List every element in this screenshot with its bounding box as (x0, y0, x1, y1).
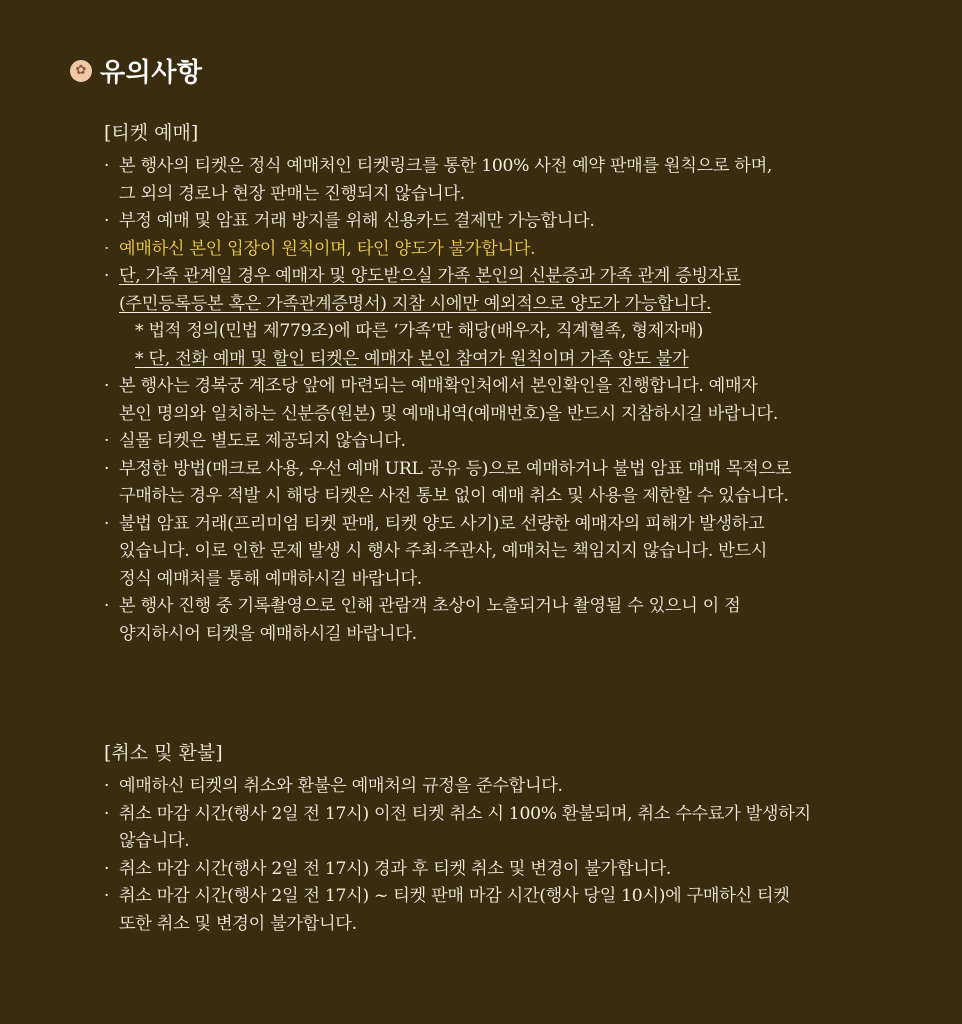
bullet: · (104, 238, 110, 259)
list-item (104, 153, 904, 208)
item-line: 본인 명의와 일치하는 신분증(원본) 및 예매내역(예매번호)을 반드시 지참하시길 바랍니다. (119, 403, 779, 424)
sub-note-text: 단, 전화 예매 및 할인 티켓은 예매자 본인 참여가 원칙이며 가족 양도 불가 (148, 348, 689, 369)
title-row (70, 52, 202, 89)
star-mark: * (135, 348, 144, 369)
item-line: 구매하는 경우 적발 시 해당 티켓은 사전 통보 없이 예매 취소 및 사용을 제한할 수 있습니다. (119, 486, 789, 506)
item-line: 단, 가족 관계일 경우 예매자 및 양도받으실 가족 본인의 신분증과 가족 관계 증빙자료 (119, 266, 741, 286)
bullet: · (104, 596, 110, 616)
list-item (104, 456, 904, 511)
item-line: 부정 예매 및 암표 거래 방지를 위해 신용카드 결제만 가능합니다. (119, 211, 595, 231)
list-item (104, 856, 904, 884)
bullet: · (104, 266, 110, 286)
item-line: 실물 티켓은 별도로 제공되지 않습니다. (119, 431, 406, 451)
list-item-highlight (104, 236, 904, 264)
item-line: 불법 암표 거래(프리미엄 티켓 판매, 티켓 양도 사기)로 선량한 예매자의 피해가 발생하고 (119, 513, 765, 534)
item-line: 취소 마감 시간(행사 2일 전 17시) 이전 티켓 취소 시 100% 환불되며, 취소 수수료가 발생하지 (119, 803, 811, 824)
page-title: 유의사항 (100, 58, 203, 88)
item-line: 부정한 방법(매크로 사용, 우선 예매 URL 공유 등)으로 예매하거나 불법 암표 매매 목적으로 (119, 458, 792, 479)
item-line: 본 행사는 경복궁 계조당 앞에 마련되는 예매확인처에서 본인확인을 진행합니다. 예매자 (119, 376, 758, 396)
list-item-underlined (104, 263, 904, 318)
item-line: 그 외의 경로나 현장 판매는 진행되지 않습니다. (119, 183, 465, 204)
sub-note-underlined (104, 346, 904, 374)
sub-note (104, 318, 904, 346)
list-item (104, 883, 904, 938)
bullet: · (104, 156, 110, 176)
bullet: · (104, 376, 110, 396)
list-item (104, 428, 904, 456)
item-line: 본 행사의 티켓은 정식 예매처인 티켓링크를 통한 100% 사전 예약 판매를 원칙으로 하며, (119, 156, 773, 176)
refund-section (104, 738, 904, 938)
item-line: 취소 마감 시간(행사 2일 전 17시) ~ 티켓 판매 마감 시간(행사 당일 10시)에 구매하신 티켓 (119, 886, 790, 906)
list-item (104, 373, 904, 428)
ornament-icon: ✿ (70, 60, 92, 82)
ticket-section-heading: [티켓 예매] (104, 122, 199, 144)
item-line: 있습니다. 이로 인한 문제 발생 시 행사 주최·주관사, 예매처는 책임지지 않습니다. 반드시 (119, 541, 768, 561)
star-mark: * (135, 321, 144, 341)
refund-section-heading: [취소 및 환불] (104, 742, 223, 764)
bullet: · (104, 513, 110, 534)
sub-note-text: 법적 정의(민법 제779조)에 따른 ‘가족’만 해당(배우자, 직계혈족, 형제자매) (148, 321, 703, 341)
item-line: 예매하신 본인 입장이 원칙이며, 타인 양도가 불가합니다. (119, 238, 536, 259)
ticket-list (104, 153, 904, 648)
item-line: 취소 마감 시간(행사 2일 전 17시) 경과 후 티켓 취소 및 변경이 불가합니다. (119, 858, 672, 879)
refund-list (104, 773, 904, 938)
bullet: · (104, 458, 110, 479)
item-line: 정식 예매처를 통해 예매하시길 바랍니다. (119, 568, 422, 589)
list-item (104, 593, 904, 648)
item-line: 않습니다. (119, 831, 190, 851)
bullet: · (104, 858, 110, 879)
bullet: · (104, 211, 110, 231)
ticket-section (104, 118, 904, 648)
bullet: · (104, 886, 110, 906)
list-item (104, 801, 904, 856)
item-line: 또한 취소 및 변경이 불가합니다. (119, 913, 357, 934)
item-line: (주민등록등본 혹은 가족관계증명서) 지참 시에만 예외적으로 양도가 가능합니다. (119, 293, 712, 314)
list-item (104, 773, 904, 801)
item-line: 본 행사 진행 중 기록촬영으로 인해 관람객 초상이 노출되거나 촬영될 수 있으니 이 점 (119, 596, 741, 616)
item-line: 예매하신 티켓의 취소와 환불은 예매처의 규정을 준수합니다. (119, 776, 563, 796)
bullet: · (104, 776, 110, 796)
bullet: · (104, 803, 110, 824)
list-item (104, 511, 904, 594)
item-line: 양지하시어 티켓을 예매하시길 바랍니다. (119, 623, 417, 644)
list-item (104, 208, 904, 236)
bullet: · (104, 431, 110, 451)
